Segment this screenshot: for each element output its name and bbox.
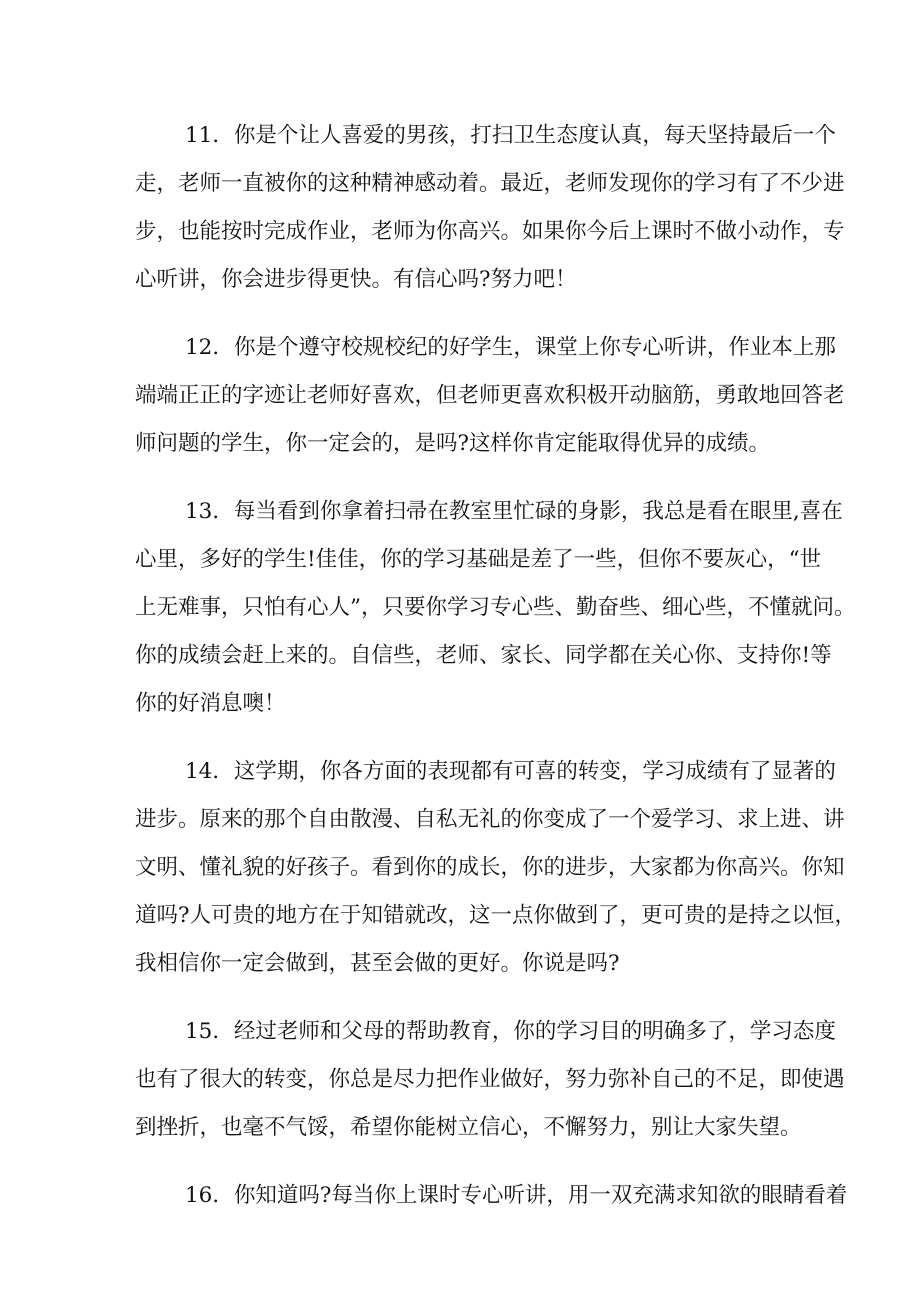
comment-paragraph-12 [135, 324, 845, 468]
text-line: 你的好消息噢！ [135, 691, 286, 716]
text-line: 走，老师一直被你的这种精神感动着。最近，老师发现你的学习有了不少进 [135, 171, 845, 196]
text-line: 12．你是个遵守校规校纪的好学生，课堂上你专心听讲，作业本上那 [185, 335, 836, 360]
comment-paragraph-14 [135, 748, 857, 988]
text-line: 也有了很大的转变，你总是尽力把作业做好，努力弥补自己的不足，即使遇 [135, 1067, 845, 1092]
text-line: 我相信你一定会做到，甚至会做的更好。你说是吗? [135, 951, 620, 976]
text-line: 到挫折，也毫不气馁，希望你能树立信心，不懈努力，别让大家失望。 [135, 1115, 802, 1140]
text-line: 11．你是个让人喜爱的男孩，打扫卫生态度认真，每天坚持最后一个 [185, 123, 836, 148]
text-line: 15．经过老师和父母的帮助教育，你的学习目的明确多了，学习态度 [185, 1019, 836, 1044]
text-line: 上无难事，只怕有心人”，只要你学习专心些、勤奋些、细心些，不懂就问。 [135, 595, 856, 620]
text-line: 文明、懂礼貌的好孩子。看到你的成长，你的进步，大家都为你高兴。你知 [135, 855, 845, 880]
text-line: 13．每当看到你拿着扫帚在教室里忙碌的身影，我总是看在眼里,喜在 [185, 499, 843, 524]
text-line: 端端正正的字迹让老师好喜欢，但老师更喜欢积极开动脑筋，勇敢地回答老 [135, 383, 845, 408]
text-line: 你的成绩会赶上来的。自信些，老师、家长、同学都在关心你、支持你!等 [135, 643, 832, 668]
text-line: 14．这学期，你各方面的表现都有可喜的转变，学习成绩有了显著的 [185, 759, 836, 784]
text-line: 道吗?人可贵的地方在于知错就改，这一点你做到了，更可贵的是持之以恒， [135, 903, 857, 928]
document-body [135, 112, 857, 1240]
text-line: 心听讲，你会进步得更快。有信心吗?努力吧！ [135, 267, 577, 292]
comment-paragraph-11 [135, 112, 845, 304]
comment-paragraph-15 [135, 1008, 845, 1152]
comment-paragraph-16 [135, 1172, 848, 1220]
text-line: 心里，多好的学生!佳佳，你的学习基础是差了一些，但你不要灰心，“世 [135, 547, 822, 572]
text-line: 师问题的学生，你一定会的，是吗?这样你肯定能取得优异的成绩。 [135, 431, 771, 456]
text-line: 步，也能按时完成作业，老师为你高兴。如果你今后上课时不做小动作，专 [135, 219, 845, 244]
comment-paragraph-13 [135, 488, 856, 728]
text-line: 16．你知道吗?每当你上课时专心听讲，用一双充满求知欲的眼睛看着 [185, 1183, 848, 1208]
text-line: 进步。原来的那个自由散漫、自私无礼的你变成了一个爱学习、求上进、讲 [135, 807, 845, 832]
